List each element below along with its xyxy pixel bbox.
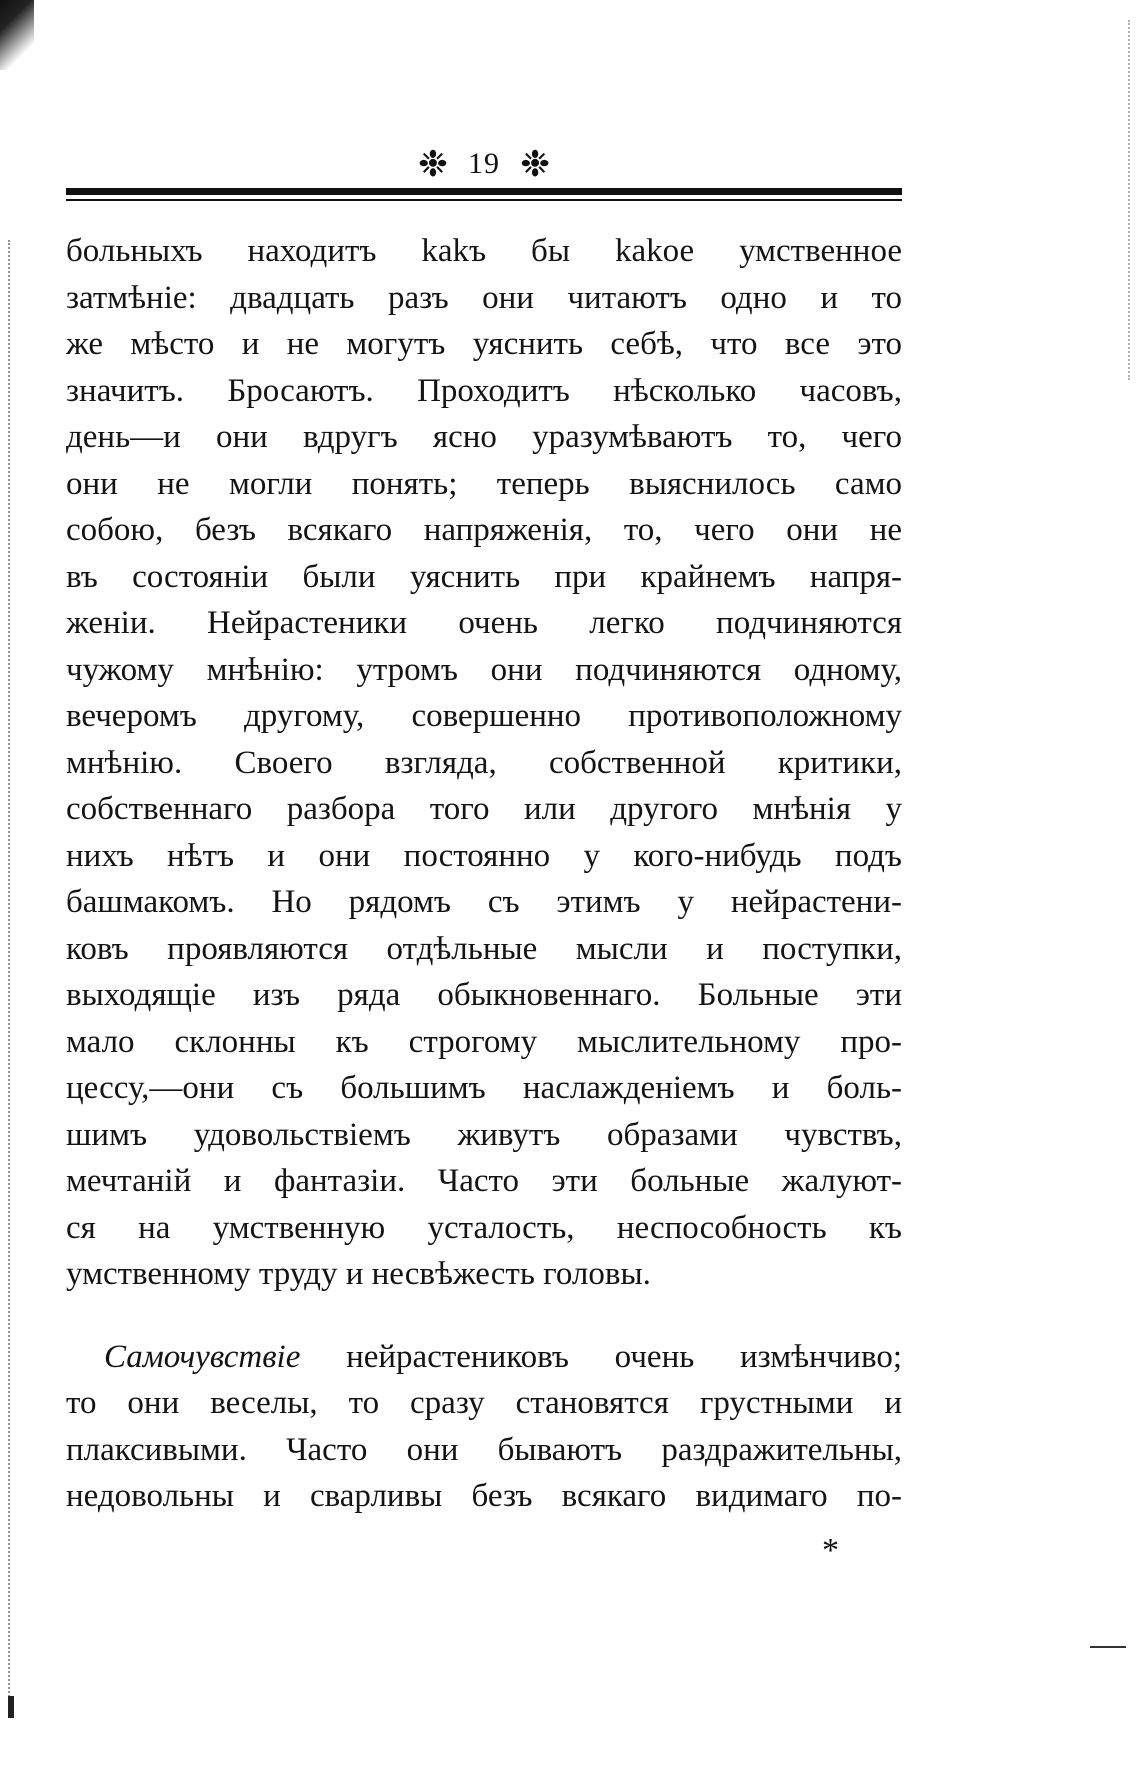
text-line: плаксивыми. Часто они бываютъ раздражительны, <box>66 1431 902 1468</box>
ornament-right-icon: ❉ <box>520 144 551 184</box>
italic-lead-word: Самочувствіе <box>104 1338 301 1375</box>
text-line: мало склонны къ строгому мыслительному про- <box>66 1023 902 1060</box>
text-line: мнѣнію. Своего взгляда, собственной критики, <box>66 744 902 781</box>
text-line: день—и они вдругъ ясно уразумѣваютъ то, чего <box>66 419 902 455</box>
text-line: они не могли понять; теперь выяснилось само <box>66 465 902 502</box>
text-line: умственному труду и несвѣжесть головы. <box>66 1256 651 1292</box>
text-line: башмакомъ. Но рядомъ съ этимъ у нейрастени- <box>66 884 902 920</box>
page-number: 19 <box>468 147 500 180</box>
scan-left-edge-artifact <box>8 240 13 1700</box>
text-line: въ состояніи были уяснить при крайнемъ напря- <box>66 558 902 595</box>
lead-line-rest: нейрастениковъ очень измѣнчиво; <box>300 1338 902 1375</box>
scan-bottom-tick-artifact <box>8 1696 14 1718</box>
paragraph-2 <box>66 1334 902 1520</box>
ornament-left-icon: ❉ <box>417 144 448 184</box>
page-header <box>66 130 902 210</box>
text-line: нихъ нѣтъ и они постоянно у кого-нибудь подъ <box>66 837 902 874</box>
header-rule-thick <box>66 188 902 195</box>
text-line: ся на умственную усталость, неспособность къ <box>66 1209 902 1246</box>
text-line: выходящіе изъ ряда обыкновеннаго. Больные эти <box>66 977 902 1013</box>
text-line-lead <box>66 1334 902 1381</box>
text-line: больныхъ находитъ kakъ бы kakое умственное <box>66 233 902 269</box>
text-line: чужому мнѣнію: утромъ они подчиняются одному, <box>66 651 902 688</box>
body-text <box>66 228 902 1520</box>
paragraph-spacer <box>66 1298 902 1334</box>
paragraph-1 <box>66 228 902 1298</box>
text-line: мечтаній и фантазіи. Часто эти больные жалуют- <box>66 1163 902 1199</box>
signature-mark: * <box>822 1532 839 1569</box>
text-line: шимъ удовольствіемъ живутъ образами чувствъ, <box>66 1116 902 1153</box>
scan-right-edge-artifact <box>1125 20 1130 380</box>
scan-corner-artifact <box>0 0 34 70</box>
text-line: недовольны и сварливы безъ всякаго видимаго по- <box>66 1478 902 1514</box>
header-row <box>66 144 902 184</box>
text-line: вечеромъ другому, совершенно противоположному <box>66 698 902 734</box>
text-line: значитъ. Бросаютъ. Проходитъ нѣсколько часовъ, <box>66 372 902 409</box>
text-line: собою, безъ всякаго напряженія, то, чего они не <box>66 512 902 548</box>
scan-right-dash-artifact <box>1090 1646 1126 1648</box>
text-line: ковъ проявляются отдѣльные мысли и поступки, <box>66 930 902 967</box>
text-line: затмѣніе: двадцать разъ они читаютъ одно и то <box>66 279 902 316</box>
text-line: же мѣсто и не могутъ уяснить себѣ, что все это <box>66 326 902 362</box>
text-line: цессу,—они съ большимъ наслажденіемъ и боль- <box>66 1070 902 1106</box>
text-line: то они веселы, то сразу становятся грустными и <box>66 1385 902 1421</box>
text-line: собственнаго разбора того или другого мнѣнія у <box>66 791 902 827</box>
header-rule-thin <box>66 199 902 201</box>
text-line: женіи. Нейрастеники очень легко подчиняются <box>66 605 902 641</box>
